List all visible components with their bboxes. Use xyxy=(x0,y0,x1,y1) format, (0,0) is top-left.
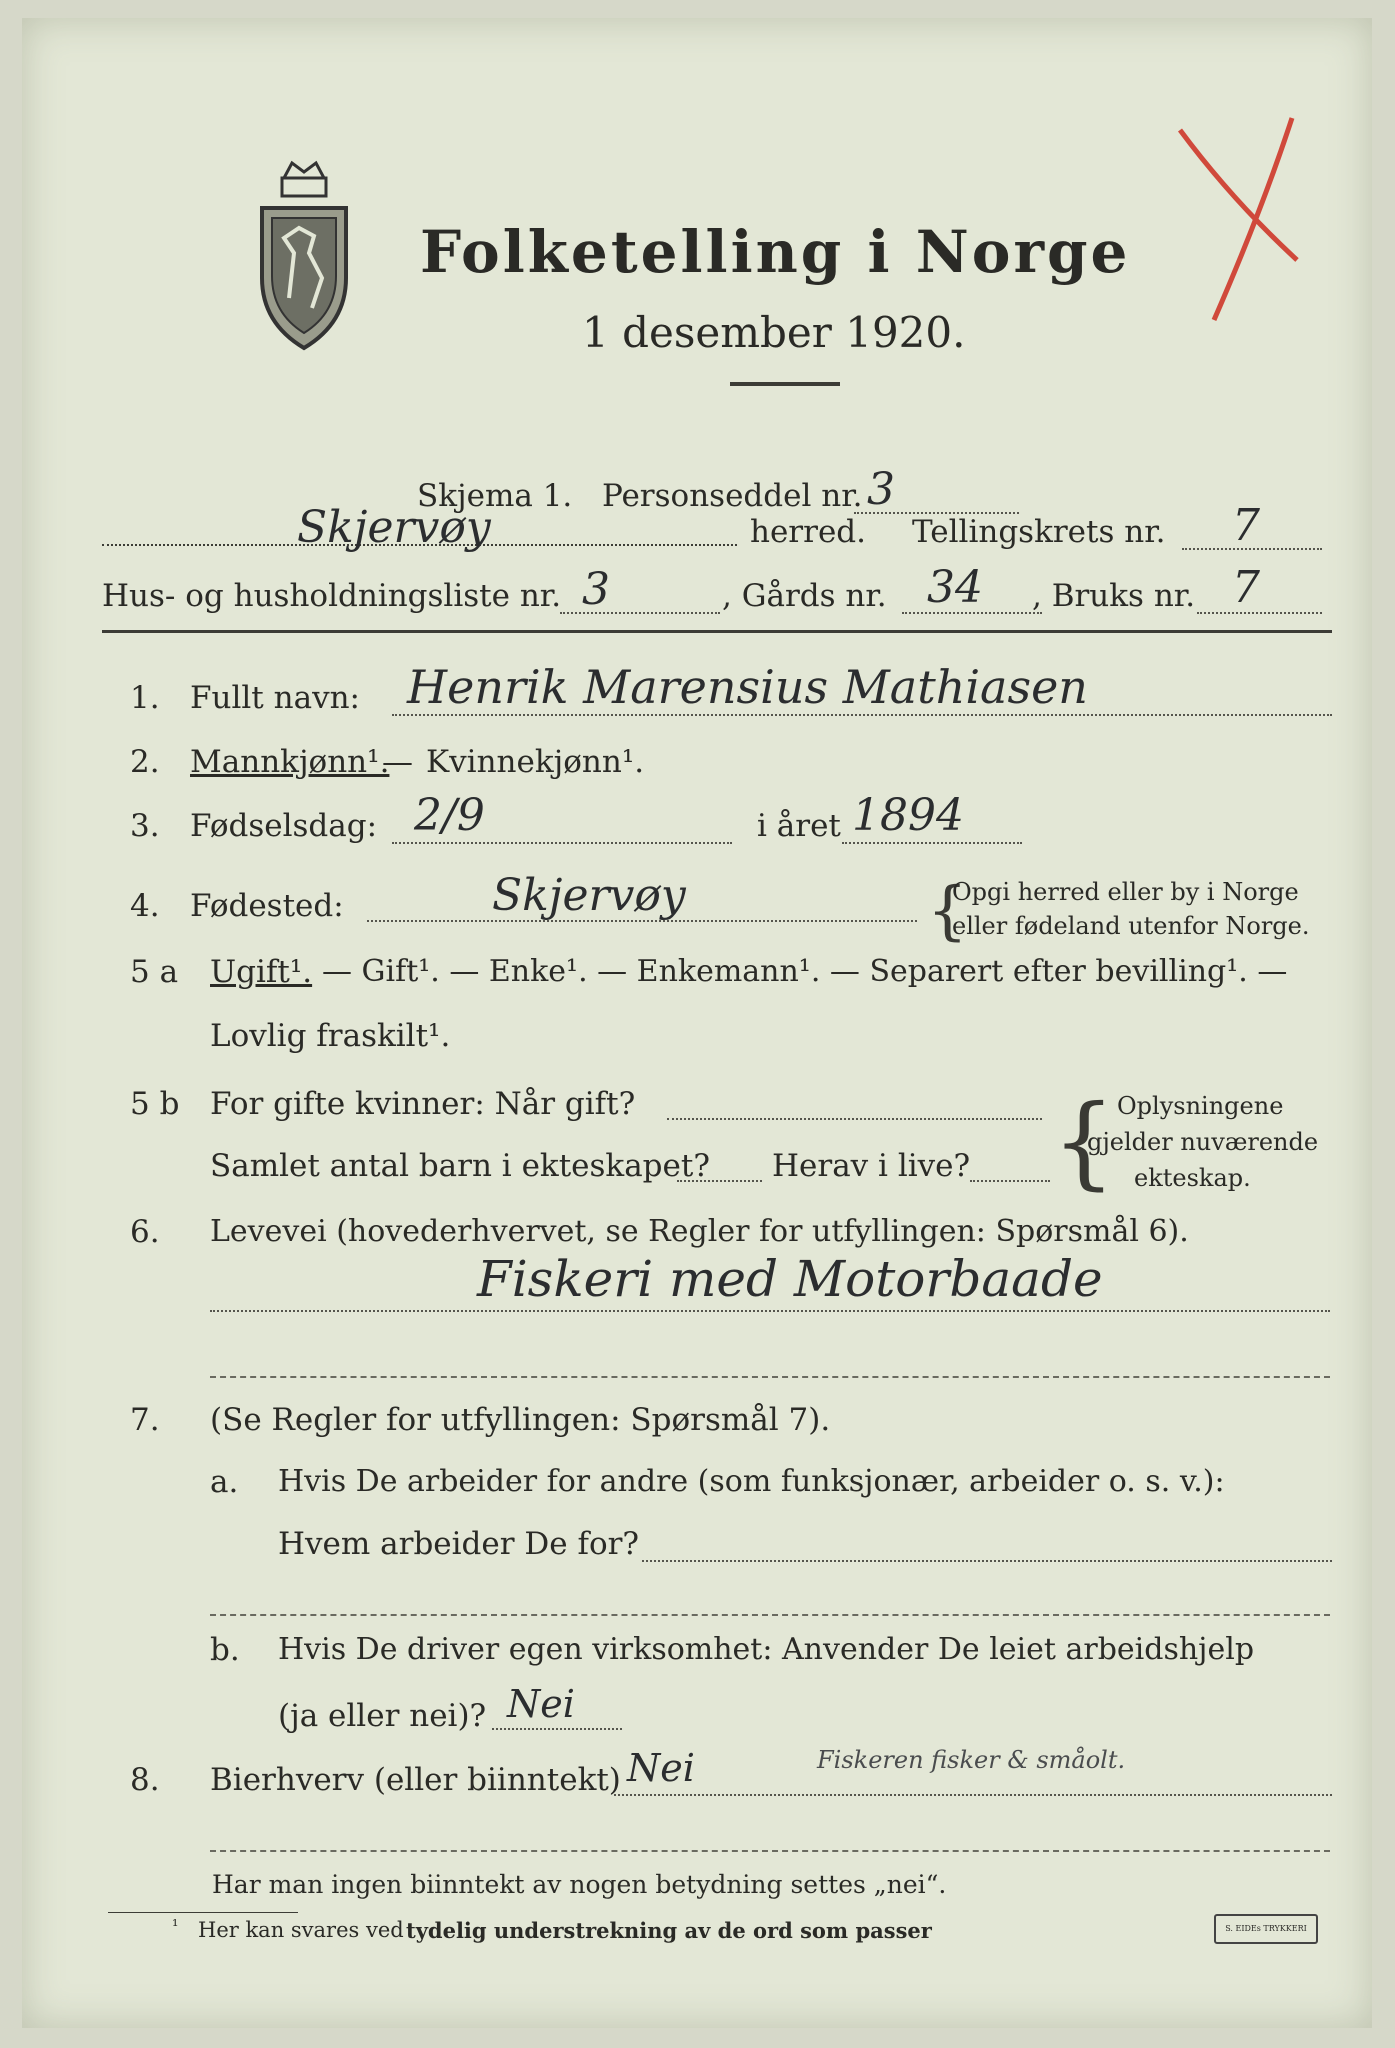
q5a-number: 5 a xyxy=(130,954,179,990)
children-alive-line xyxy=(970,1180,1050,1182)
employer-line-2 xyxy=(210,1614,1330,1616)
fraskilt-option[interactable]: Lovlig fraskilt¹. xyxy=(210,1018,451,1054)
herred-value[interactable]: Skjervøy xyxy=(297,502,491,553)
printer-stamp-text: S. EIDEs TRYKKERI xyxy=(1225,1924,1307,1933)
q7-number: 7. xyxy=(130,1402,160,1438)
q7b-line1: Hvis De driver egen virksomhet: Anvender De leiet arbeidshjelp xyxy=(278,1632,1255,1667)
birthdate-line xyxy=(392,842,732,844)
children-count-label: Samlet antal barn i ekteskapet? xyxy=(210,1148,710,1184)
q4-note-line2: eller fødeland utenfor Norge. xyxy=(952,912,1310,940)
skjema-label: Skjema 1. xyxy=(417,478,573,514)
full-name-value[interactable]: Henrik Marensius Mathiasen xyxy=(407,660,1088,714)
occupation-line-2 xyxy=(210,1376,1330,1378)
occupation-line xyxy=(210,1310,1330,1312)
personseddel-label: Personseddel nr. xyxy=(602,478,863,514)
q3-number: 3. xyxy=(130,808,160,844)
marital-options[interactable]: — Gift¹. — Enke¹. — Enkemann¹. — Separert efter bevilling¹. — xyxy=(322,954,1288,989)
gards-label: , Gårds nr. xyxy=(722,578,887,614)
tellingskrets-value[interactable]: 7 xyxy=(1232,500,1260,551)
birthplace-value[interactable]: Skjervøy xyxy=(492,870,686,921)
herred-label: herred. xyxy=(750,514,866,550)
q7a-letter: a. xyxy=(210,1464,239,1500)
q2-separator: — xyxy=(382,744,413,780)
hired-help-value[interactable]: Nei xyxy=(507,1682,575,1726)
q5b-number: 5 b xyxy=(130,1086,180,1122)
q6-number: 6. xyxy=(130,1214,160,1250)
male-option[interactable]: Mannkjønn¹. xyxy=(190,744,390,780)
bruks-label: , Bruks nr. xyxy=(1032,578,1196,614)
q5b-brace: { xyxy=(1052,1083,1116,1200)
q5b-note-line3: ekteskap. xyxy=(1134,1164,1251,1192)
census-form xyxy=(22,18,1372,2028)
q1-line xyxy=(392,714,1332,716)
q4-number: 4. xyxy=(130,888,160,924)
q7-label: (Se Regler for utfyllingen: Spørsmål 7). xyxy=(210,1402,831,1438)
q1-number: 1. xyxy=(130,680,160,716)
q4-label: Fødested: xyxy=(190,888,344,924)
printer-stamp xyxy=(1214,1914,1318,1944)
q7b-line2: (ja eller nei)? xyxy=(278,1698,487,1734)
tellingskrets-label: Tellingskrets nr. xyxy=(912,514,1166,550)
q4-note-line1: Opgi herred eller by i Norge xyxy=(952,878,1299,906)
q4-brace: { xyxy=(927,874,968,948)
ugift-option[interactable]: Ugift¹. xyxy=(210,954,313,990)
bruks-value[interactable]: 7 xyxy=(1232,562,1260,613)
employer-line xyxy=(642,1560,1332,1562)
q7a-line1: Hvis De arbeider for andre (som funksjonær, arbeider o. s. v.): xyxy=(278,1464,1225,1499)
red-cross-mark-icon xyxy=(1172,110,1312,340)
married-date-label: For gifte kvinner: Når gift? xyxy=(210,1086,636,1122)
header-separator xyxy=(102,630,1332,633)
married-date-line xyxy=(667,1118,1042,1120)
footnote-divider xyxy=(108,1912,298,1913)
q7b-letter: b. xyxy=(210,1632,240,1668)
husholdning-value[interactable]: 3 xyxy=(582,564,610,615)
q5b-note-line1: Oplysningene xyxy=(1117,1092,1284,1120)
hired-help-line xyxy=(492,1728,622,1730)
side-income-annotation: Fiskeren fisker & småolt. xyxy=(817,1746,1126,1774)
side-income-line-2 xyxy=(210,1850,1330,1852)
side-income-line xyxy=(614,1794,1332,1796)
title-divider xyxy=(730,382,840,386)
q5b-note-line2: gjelder nuværende xyxy=(1087,1128,1319,1156)
q2-number: 2. xyxy=(130,744,160,780)
census-date: 1 desember 1920. xyxy=(582,308,966,357)
children-count-line xyxy=(677,1180,762,1182)
birthdate-value[interactable]: 2/9 xyxy=(414,790,485,841)
side-income-value[interactable]: Nei xyxy=(627,1746,695,1790)
q1-label: Fullt navn: xyxy=(190,680,360,716)
q3-label: Fødselsdag: xyxy=(190,808,378,844)
footnote-bold-text: tydelig understrekning av de ord som passer xyxy=(406,1918,932,1943)
gards-value[interactable]: 34 xyxy=(927,562,983,613)
husholdning-label: Hus- og husholdningsliste nr. xyxy=(102,578,562,614)
q8-label: Bierhverv (eller biinntekt) xyxy=(210,1762,621,1798)
q6-label: Levevei (hovederhvervet, se Regler for utfyllingen: Spørsmål 6). xyxy=(210,1214,1189,1249)
birthyear-label: i året xyxy=(757,808,841,844)
footnote-text: Her kan svares ved xyxy=(198,1918,404,1942)
footnote-mark: ¹ xyxy=(172,1916,179,1935)
birthyear-value[interactable]: 1894 xyxy=(852,790,964,841)
coat-of-arms-icon xyxy=(254,158,354,353)
q8-number: 8. xyxy=(130,1762,160,1798)
occupation-value[interactable]: Fiskeri med Motorbaade xyxy=(477,1250,1103,1308)
form-title: Folketelling i Norge xyxy=(420,218,1131,286)
birthyear-line xyxy=(842,842,1022,844)
no-income-note: Har man ingen biinntekt av nogen betydning settes „nei“. xyxy=(212,1870,947,1899)
q7a-line2: Hvem arbeider De for? xyxy=(278,1526,640,1562)
children-alive-label: Herav i live? xyxy=(772,1148,971,1184)
personseddel-value[interactable]: 3 xyxy=(867,464,895,515)
female-option[interactable]: Kvinnekjønn¹. xyxy=(426,744,645,780)
